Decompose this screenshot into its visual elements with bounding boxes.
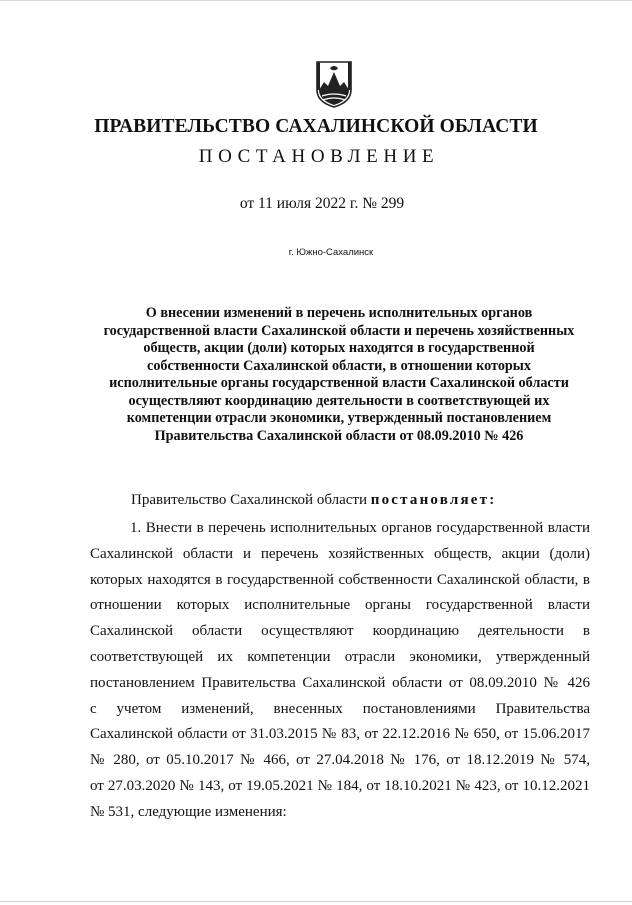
document-type: ПОСТАНОВЛЕНИЕ xyxy=(198,146,440,167)
paragraph-line: 1. Внести в перечень исполнительных органов государственной власти xyxy=(130,520,590,536)
paragraph-line: от 27.03.2020 № 143, от 19.05.2021 № 184, от 18.10.2021 № 423, от 10.12.2021 xyxy=(90,777,590,794)
scan-edge-top xyxy=(0,0,632,1)
subject-line: исполнительные органы государственной власти Сахалинской области xyxy=(109,375,569,391)
document-subject xyxy=(88,305,590,445)
subject-line: компетенции отрасли экономики, утвержденный постановлением xyxy=(126,410,552,426)
paragraph-line: № 531, следующие изменения: xyxy=(90,803,287,820)
preamble-verb: постановляет: xyxy=(370,492,497,508)
subject-line: обществ, акции (доли) которых находятся в государственной xyxy=(143,340,535,356)
subject-line: собственности Сахалинской области, в отношении которых xyxy=(147,357,531,374)
scan-edge-bottom xyxy=(0,901,632,902)
paragraph-line: с учетом изменений, внесенных постановлениями Правительства xyxy=(90,700,590,717)
preamble-text: Правительство Сахалинской области xyxy=(131,492,371,508)
paragraph-line: соответствующей их компетенции отрасли экономики, утвержденный xyxy=(90,648,590,665)
item-1-paragraph xyxy=(90,516,590,826)
preamble xyxy=(131,492,591,509)
paragraph-line: постановлением Правительства Сахалинской области от 08.09.2010 № 426 xyxy=(90,674,590,691)
paragraph-line: № 280, от 05.10.2017 № 466, от 27.04.2018 № 176, от 18.12.2019 № 574, xyxy=(90,752,590,769)
paragraph-line: Сахалинской области и перечень хозяйственных обществ, акции (доли) xyxy=(90,545,590,562)
subject-line: осуществляют координацию деятельности в соответствующей их xyxy=(128,392,550,409)
paragraph-line: отношении которых исполнительные органы государственной власти xyxy=(90,597,590,614)
paragraph-line: Сахалинской области от 31.03.2015 № 83, от 22.12.2016 № 650, от 15.06.2017 xyxy=(90,726,590,743)
subject-line: О внесении изменений в перечень исполнительных органов xyxy=(145,305,533,321)
document-date-number: от 11 июля 2022 г. № 299 xyxy=(239,195,405,212)
document-city: г. Южно-Сахалинск xyxy=(288,247,374,258)
sakhalin-coat-of-arms-icon xyxy=(314,60,354,108)
organization-title: ПРАВИТЕЛЬСТВО САХАЛИНСКОЙ ОБЛАСТИ xyxy=(94,116,538,137)
paragraph-line: Сахалинской области осуществляют координацию деятельности в xyxy=(90,623,590,640)
subject-line: государственной власти Сахалинской области и перечень хозяйственных xyxy=(103,322,575,339)
subject-line: Правительства Сахалинской области от 08.09.2010 № 426 xyxy=(154,427,524,444)
paragraph-line: которых находятся в государственной собственности Сахалинской области, в xyxy=(90,571,590,588)
